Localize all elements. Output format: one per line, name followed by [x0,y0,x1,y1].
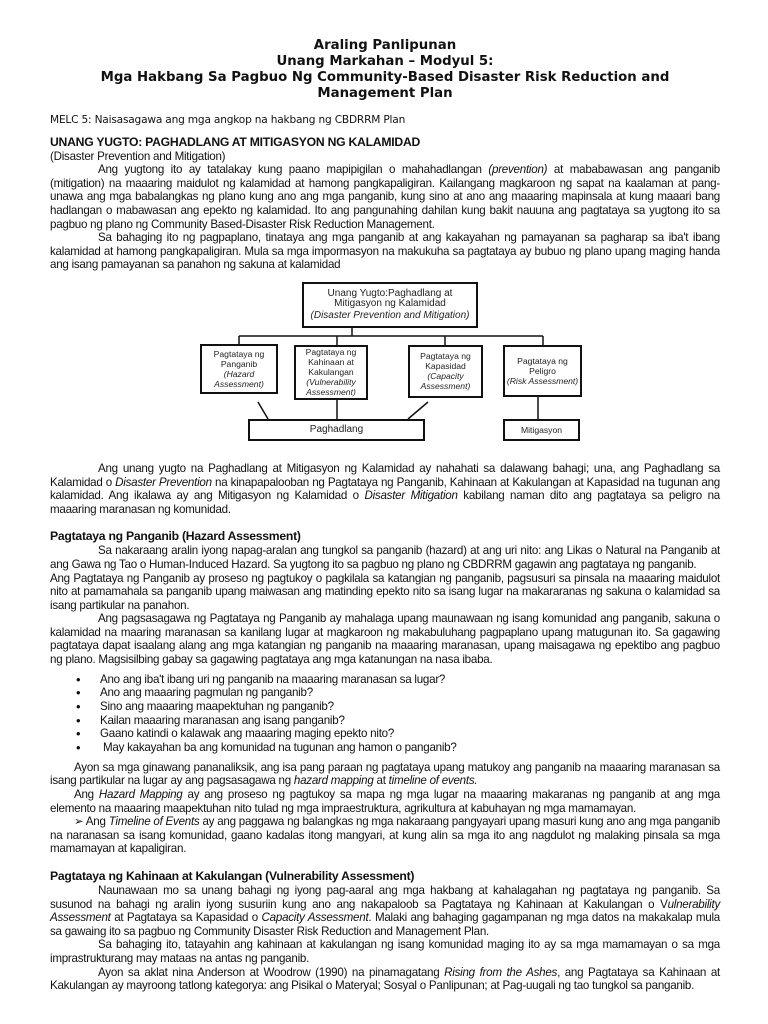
paragraph [50,462,720,516]
text-italic: Disaster Mitigation [364,489,458,503]
diagram-box-sublabel: (Hazard Assessment) [214,368,264,389]
text: ay ang proseso ng pagtukoy sa mapa ng mga lugar na maaaring makaranas ng panganib at ang mga elemento na maaaring maapektuhan nito tulad ng mga impraestruktura, agrikultura at kabuhayan ng mga mamamayan. [50,788,720,815]
diagram-box-vulnerability [294,345,368,400]
list-item: • Sino ang maaaring maapektuhan ng panganib? [100,700,720,714]
text: , ang Pagtataya sa Kahinaan at Kakulangan ay mayroong tatlong kategorya: ang Pisikal o Materyal; Sosyal o Panlipunan; at Pag-uugali ng tao tungkol sa panganib. [50,965,720,993]
text: Ang yugtong ito ay tatalakay kung paano mapipigilan o mahahadlangan [98,163,489,177]
text-italic: Rising from the Ashes [444,965,558,979]
diagram-box-sublabel: (Vulnerability Assessment) [306,377,356,398]
section-heading-vulnerability-assessment: Pagtataya ng Kahinaan at Kakulangan (Vulnerability Assessment) [50,869,415,884]
text: . Malaki ang bahaging gagampanan ng mga datos na makakalap mula sa gawaing ito sa pagbuo ng Community Disaster Risk Reduction and Management Plan. [50,911,720,938]
text: Ang [74,788,99,802]
title-subject: Araling Panlipunan [313,38,457,53]
paragraph [50,788,720,815]
connector-line [408,402,428,419]
paragraph: Sa nakaraang aralin iyong napag-aralan ang tungkol sa panganib (hazard) at ang uri nito: ang Likas o Natural na Panganib at ang Gawa ng Tao o Human-Induced Hazard. Sa yugtong ito sa pagbuo ng plano ng CBDRRM gagawin ang pagtataya ng panganib. [50,544,720,571]
diagram-box-risk [503,345,582,397]
text: na kinapapalooban ng Pagtataya ng Panganib, Kahinaan at Kakulangan at Kapasidad na tugunan ang kalamidad. Ang ikalawa ay ang Mitigasyon ng Kalamidad o [50,475,720,503]
text: Naunawaan mo sa unang bahagi ng iyong pag-aaral ang mga hakbang at kahalagahan ng pagtataya ng panganib. Sa susunod na bahagi ng aralin iyong susuriin kung ano ang nakapaloob sa Pagtataya ng Kahinaan at Kakulangan o V [50,884,720,911]
question-list [50,673,720,755]
document-page [50,38,720,993]
paragraph: Ang pagsasagawa ng Pagtataya ng Panganib ay mahalaga upang maunawaan ng isang komunidad ang panganib, sakuna o kalamidad na maaring maranasan sa kanilang lugar at magkaroon ng makabuluhang pagpaplano upang matugunan ito. Sa gagawing pagtataya dapat isaalang alang ang mga katangian ng panganib na maaaring maranasan, upang maisagawa ng epektibo ang pagbuo ng plano. Magsisilbing gabay sa gagawing pagtataya ang mga katanungan na nasa ibaba. [50,612,720,667]
title-topic: Mga Hakbang Sa Pagbuo Ng Community-Based Disaster Risk Reduction and Management Plan [100,70,670,101]
paragraph [50,884,720,938]
list-item: • Gaano katindi o kalawak ang maaaring maging epekto nito? [100,727,720,741]
list-item: • May kakayahan ba ang komunidad na tugunan ang hamon o panganib? [100,741,720,755]
list-item: • Ano ang maaaring pagmulan ng panganib? [100,686,720,700]
diagram-box-mitigasyon: Mitigasyon [503,419,580,441]
text-italic: Timeline of Events [108,815,200,829]
text-italic: (prevention) [488,163,548,177]
text: at mababawasan ang panganib (mitigation) na maaaring maidulot ng kalamidad at hamong pangkapaligiran. Kailangang magkaroon ng sapat na kaalaman at pang-unawa ang mga babalangkas ng plano kung ano ang mga panganib, kung sino at ano ang maaaring mapinsala at kung maaari bang hadlangan o mabawasan ang epekto ng kalamidad. Ito ang pangunahing dahilan kung bakit nauuna ang pagtataya sa yugtong ito sa pagbuo ng plano ng Community Based-Disaster Risk Reduction Management. [50,163,720,231]
diagram-box-capacity [408,345,483,398]
paragraph [50,966,720,993]
flow-diagram [50,280,720,452]
melc-text: MELC 5: Naisasagawa ang mga angkop na hakbang ng CBDRRM Plan [50,114,406,126]
paragraph [50,163,720,231]
text: Ayon sa aklat nina Anderson at Woodrow (1990) na pinamagatang [98,965,445,979]
section-heading-unang-yugto: UNANG YUGTO: PAGHADLANG AT MITIGASYON NG KALAMIDAD [50,134,421,149]
diagram-box-label: Pagtataya ng Kapasidad [420,351,471,372]
text: at [373,774,389,788]
title-module: Unang Markahan – Modyul 5: [276,54,494,69]
diagram-box-hazard [200,344,278,394]
section-subheading: (Disaster Prevention and Mitigation) [50,149,226,163]
text: Ayon sa mga ginawang pananaliksik, ang isa pang paraan ng pagtataya upang matukoy ang panganib na maaaring maranasan sa isang partikular na lugar ay ang pagsasagawa ng [50,760,720,788]
text-italic: hazard mapping [293,774,374,788]
paragraph: Sa bahaging ito, tatayahin ang kahinaan at kakulangan ng isang komunidad maging ito ay sa mga mamamayan o sa mga imprastrukturang may mataas na antas ng panganib. [50,938,720,965]
connector-line [258,402,268,419]
text: ay ang paggawa ng balangkas ng mga nakaraang pangyayari upang masuri kung ano ang mga panganib na naranasan sa isang komunidad, gaano kadalas itong mangyari, at kung alin sa mga ito ang nagdulot ng malaking pinsala sa mga mamamayan at kapaligiran. [50,815,720,856]
text: Ang unang yugto na Paghadlang at Mitigasyon ng Kalamidad ay nahahati sa dalawang bahagi; una, ang Paghadlang sa Kalamidad o [50,461,720,489]
diagram-box-label: Pagtataya ng Peligro [517,355,568,376]
list-item: • Ano ang iba't ibang uri ng panganib na maaaring maranasan sa lugar? [100,673,720,687]
paragraph [50,815,720,856]
diagram-top-box [302,282,478,328]
text-italic: Capacity Assessment [261,911,369,925]
list-item: • Kailan maaaring maranasan ang isang panganib? [100,714,720,728]
text-italic: Hazard Mapping [98,788,183,802]
diagram-box-sublabel: (Risk Assessment) [506,375,579,386]
section-heading-hazard-assessment: Pagtataya ng Panganib (Hazard Assessment) [50,529,301,544]
text-italic: Disaster Prevention [115,475,212,489]
diagram-box-label: Pagtataya ng Kahinaan at Kakulangan [305,347,357,378]
document-title [50,38,720,102]
diagram-top-sublabel: (Disaster Prevention and Mitigation) [310,309,470,321]
text: ➢ Ang [74,815,109,829]
paragraph [50,761,720,788]
paragraph: Sa bahaging ito ng pagpaplano, tinataya ang mga panganib at ang kakayahan ng pamayanan sa pagharap sa iba't ibang kalamidad at hamong pangkapaligiran. Mula sa mga impormasyon na makukuha sa pagtataya ay bubuo ng plano upang maging handa ang isang pamayanan sa panahon ng sakuna at kalamidad [50,231,720,272]
text-italic: ulnerability Assessment [50,897,720,925]
diagram-box-paghadlang: Paghadlang [248,419,425,441]
diagram-top-label: Unang Yugto:Paghadlang at Mitigasyon ng Kalamidad [327,287,453,309]
text: at Pagtataya sa Kapasidad o [110,911,262,925]
diagram-box-sublabel: (Capacity Assessment) [420,371,471,392]
text-italic: timeline of events. [388,774,478,788]
diagram-box-label: Pagtataya ng Panganib [213,348,265,369]
text: kabilang naman dito ang pagtataya sa peligro na maaaring maranasan ng komunidad. [50,489,720,516]
paragraph: Ang Pagtataya ng Panganib ay proseso ng pagtukoy o pagkilala sa katangian ng panganib, pagsusuri sa pinsala na maaaring maidulot nito at pamamahala sa panganib upang maiwasan ang matinding epekto nito sa isang lugar na makararanas ng sakuna o kalamidad sa isang partikular na panahon. [50,571,720,612]
